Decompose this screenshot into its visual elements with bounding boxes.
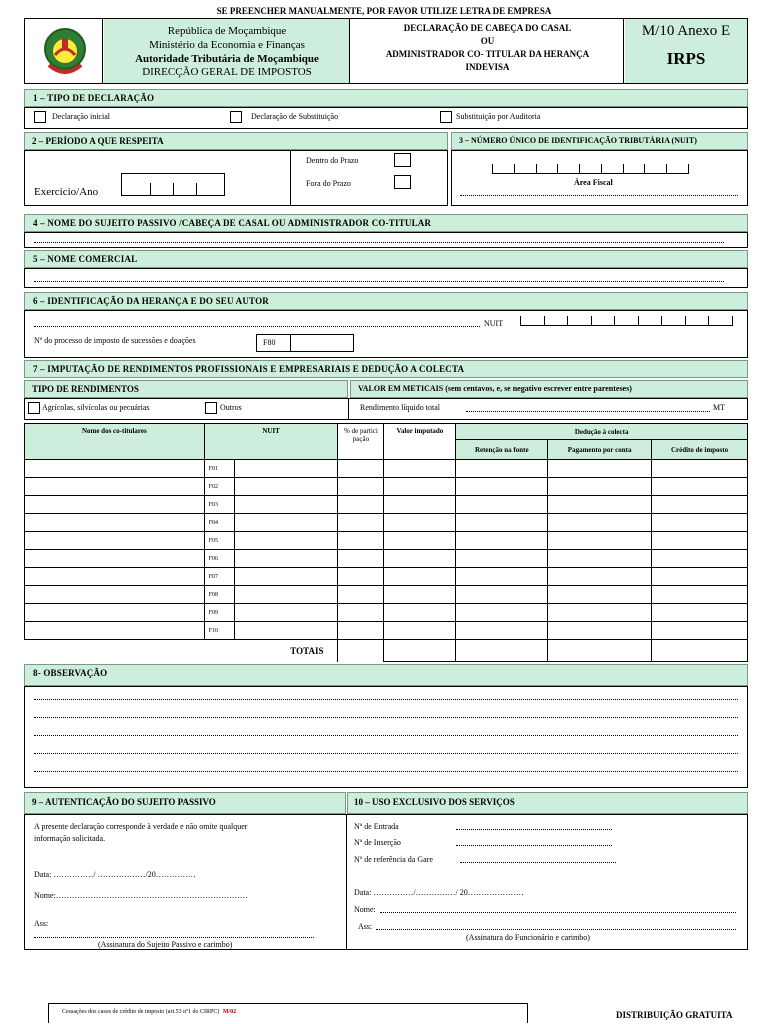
perc-cell[interactable]: [338, 532, 384, 550]
nuit-digit-divider: [544, 316, 545, 326]
s9-data-line[interactable]: Data: ……………/ ………………/20……………: [34, 870, 196, 879]
nome-comercial-line[interactable]: [34, 281, 724, 282]
ret-cell[interactable]: [456, 532, 548, 550]
nuit-cell[interactable]: [234, 460, 338, 478]
header-emblem-cell: [25, 19, 103, 83]
section2-title: 2 – PERÍODO A QUE RESPEITA: [32, 136, 164, 146]
perc-cell[interactable]: [338, 550, 384, 568]
nome-sujeito-line[interactable]: [34, 242, 724, 243]
perc-cell[interactable]: [338, 622, 384, 640]
nuit-digit-divider: [661, 316, 662, 326]
form-title-line1: DECLARAÇÃO DE CABEÇA DO CASAL: [403, 23, 572, 33]
nome-cell[interactable]: [25, 568, 205, 586]
mozambique-emblem-icon: [35, 21, 95, 81]
valor-cell[interactable]: [384, 478, 456, 496]
pag-cell[interactable]: [548, 496, 652, 514]
declaracao-text1: A presente declaração corresponde à verdade e não omite qualquer: [34, 822, 248, 831]
form-title-line4: INDEVISA: [465, 62, 510, 72]
nuit-digit-divider: [685, 316, 686, 326]
nuit-cell[interactable]: [234, 568, 338, 586]
exercicio-divider: [173, 183, 174, 196]
cred-cell[interactable]: [652, 532, 748, 550]
section2-divider: [290, 150, 291, 206]
nuit-digit-divider: [614, 316, 615, 326]
section3-title: 3 – NÚMERO ÚNICO DE IDENTIFICAÇÃO TRIBUTÁRIA (NUIT): [459, 136, 697, 145]
pag-cell[interactable]: [548, 604, 652, 622]
outros-label: Outros: [220, 403, 242, 412]
s10-ass-note: (Assinatura do Funcionário e carimbo): [466, 933, 590, 942]
cred-cell[interactable]: [652, 604, 748, 622]
perc-cell[interactable]: [338, 514, 384, 532]
s10-ass-line[interactable]: [376, 929, 736, 930]
valor-cell[interactable]: [384, 586, 456, 604]
ret-cell[interactable]: [456, 496, 548, 514]
nuit-digit-divider: [688, 164, 689, 174]
rendimento-liquido-label: Rendimento líquido total: [360, 403, 440, 412]
cred-cell[interactable]: [652, 478, 748, 496]
fora-prazo-label: Fora do Prazo: [306, 179, 351, 188]
table-row: [25, 460, 748, 478]
nuit-digit-divider: [514, 164, 515, 174]
cred-cell[interactable]: [652, 550, 748, 568]
cotitulares-table: [24, 423, 748, 662]
insercao-line[interactable]: [456, 845, 612, 846]
declaracao-text2: informação solicitada.: [34, 834, 106, 843]
entrada-line[interactable]: [456, 829, 612, 830]
valor-cell[interactable]: [384, 604, 456, 622]
substituicao-auditoria-label: Substituição por Auditoria: [456, 112, 541, 121]
republic-name: República de Moçambique: [167, 25, 287, 37]
nome-cell[interactable]: [25, 550, 205, 568]
row-code: F01: [204, 460, 234, 478]
ret-cell[interactable]: [456, 460, 548, 478]
valor-cell[interactable]: [384, 568, 456, 586]
declaracao-substituicao-checkbox[interactable]: [230, 111, 242, 123]
area-fiscal-line[interactable]: [460, 195, 738, 196]
pag-cell[interactable]: [548, 568, 652, 586]
exercicio-divider: [196, 183, 197, 196]
row-code: F05: [204, 532, 234, 550]
s10-nome-line[interactable]: [380, 912, 736, 913]
nome-cell[interactable]: [25, 604, 205, 622]
pag-cell[interactable]: [548, 586, 652, 604]
observacao-line[interactable]: [34, 699, 738, 700]
row-code: F10: [204, 622, 234, 640]
nuit-cell[interactable]: [234, 550, 338, 568]
fora-prazo-checkbox[interactable]: [394, 175, 411, 189]
ret-cell[interactable]: [456, 586, 548, 604]
dentro-prazo-checkbox[interactable]: [394, 153, 411, 167]
processo-label: Nº do processo de imposto de sucessões e doações: [34, 336, 196, 345]
pag-cell[interactable]: [548, 478, 652, 496]
col-valor-header: Valor imputado: [384, 424, 456, 460]
insercao-label: Nº de Inserção: [354, 838, 401, 847]
nome-cell[interactable]: [25, 514, 205, 532]
totais-valor-cell[interactable]: [384, 640, 456, 662]
pag-cell[interactable]: [548, 532, 652, 550]
form-code: M/10 Anexo E: [641, 23, 731, 39]
col-cred-header: Crédito de imposto: [652, 440, 748, 460]
nuit-cell[interactable]: [234, 586, 338, 604]
section8-body: [24, 686, 748, 788]
nuit-digit-divider: [644, 164, 645, 174]
gare-label: Nº de referência da Gare: [354, 855, 433, 864]
totais-ret-cell[interactable]: [456, 640, 548, 662]
tax-name: IRPS: [666, 49, 706, 68]
nome-cell[interactable]: [25, 496, 205, 514]
nuit-digit-divider: [638, 316, 639, 326]
section4-title: 4 – NOME DO SUJEITO PASSIVO /CABEÇA DE CASAL OU ADMINISTRADOR CO-TITULAR: [24, 214, 748, 232]
nuit-digit-divider: [557, 164, 558, 174]
observacao-line[interactable]: [34, 753, 738, 754]
ret-cell[interactable]: [456, 568, 548, 586]
cred-cell[interactable]: [652, 568, 748, 586]
s9-nome-line[interactable]: Nome:………………………………………………………………: [34, 891, 248, 900]
authority-name: Autoridade Tributária de Moçambique: [135, 53, 319, 65]
agricolas-label: Agrícolas, silvícolas ou pecuárias: [42, 403, 150, 412]
exercicio-label: Exercício/Ano: [34, 186, 99, 198]
table-row: [25, 622, 748, 640]
heranca-autor-line[interactable]: [34, 326, 480, 327]
s10-data-line[interactable]: Data: ……………/……………/ 20…………………: [354, 888, 524, 897]
gare-line[interactable]: [460, 862, 616, 863]
section5-body: [24, 268, 748, 288]
section9-title: 9 – AUTENTICAÇÃO DO SUJEITO PASSIVO: [32, 797, 216, 807]
cred-cell[interactable]: [652, 622, 748, 640]
s9-ass-label: Ass:: [34, 919, 49, 928]
header-title-cell: [351, 19, 624, 83]
perc-cell[interactable]: [338, 604, 384, 622]
col-nuit-header: NUIT: [204, 424, 338, 460]
ret-cell[interactable]: [456, 550, 548, 568]
row-code: F04: [204, 514, 234, 532]
nuit-cell[interactable]: [234, 478, 338, 496]
section1-body: [24, 107, 748, 129]
nuit-digit-divider: [520, 316, 521, 326]
f80-divider: [290, 334, 291, 352]
perc-cell[interactable]: [338, 496, 384, 514]
totais-label: TOTAIS: [290, 645, 324, 656]
ret-cell[interactable]: [456, 622, 548, 640]
f80-label: F80: [263, 338, 276, 347]
perc-cell[interactable]: [338, 568, 384, 586]
section1-title: 1 – TIPO DE DECLARAÇÃO: [24, 89, 748, 107]
observacao-line[interactable]: [34, 771, 738, 772]
observacao-line[interactable]: [34, 717, 738, 718]
nuit-digit-divider: [591, 316, 592, 326]
nome-cell[interactable]: [25, 478, 205, 496]
totais-spacer: [338, 640, 384, 662]
directorate-name: DIRECÇÃO GERAL DE IMPOSTOS: [142, 66, 312, 78]
rendimentos-divider: [348, 398, 349, 420]
entrada-label: Nº de Entrada: [354, 822, 399, 831]
heranca-nuit-input[interactable]: [520, 314, 732, 326]
footer-note-text: Cessações dos casos de crédito de imposto (art.53 nº1 do CIRPC): [62, 1009, 220, 1015]
declaracao-inicial-label: Declaração inicial: [52, 112, 110, 121]
nuit-digit-divider: [567, 316, 568, 326]
agricolas-checkbox[interactable]: [28, 402, 40, 414]
section5-title: 5 – NOME COMERCIAL: [24, 250, 748, 268]
row-code: F02: [204, 478, 234, 496]
cred-cell[interactable]: [652, 514, 748, 532]
heranca-nuit-label: NUIT: [484, 319, 504, 328]
section4-body: [24, 232, 748, 248]
s10-ass-label: Ass:: [358, 922, 373, 931]
nuit-digit-divider: [666, 164, 667, 174]
nuit-digit-divider: [536, 164, 537, 174]
perc-cell[interactable]: [338, 460, 384, 478]
tipo-rendimentos-label: TIPO DE RENDIMENTOS: [32, 384, 139, 394]
row-code: F07: [204, 568, 234, 586]
table-row: [25, 586, 748, 604]
perc-cell[interactable]: [338, 586, 384, 604]
col-pag-header: Pagamento por conta: [548, 440, 652, 460]
header-authority-cell: [104, 19, 350, 83]
nuit-digit-divider: [601, 164, 602, 174]
nome-cell[interactable]: [25, 586, 205, 604]
nuit-digit-divider: [492, 164, 493, 174]
nome-cell[interactable]: [25, 622, 205, 640]
cred-cell[interactable]: [652, 496, 748, 514]
nuit-digit-divider: [623, 164, 624, 174]
valor-cell[interactable]: [384, 550, 456, 568]
table-row: [25, 550, 748, 568]
form-title-line3: ADMINISTRADOR CO- TITULAR DA HERANÇA: [385, 49, 590, 59]
cred-cell[interactable]: [652, 586, 748, 604]
ret-cell[interactable]: [456, 514, 548, 532]
form-title-line2: OU: [480, 36, 495, 46]
pag-cell[interactable]: [548, 550, 652, 568]
totais-pag-cell[interactable]: [548, 640, 652, 662]
pag-cell[interactable]: [548, 460, 652, 478]
nuit-cell[interactable]: [234, 622, 338, 640]
nome-cell[interactable]: [25, 460, 205, 478]
nuit-digit-divider: [579, 164, 580, 174]
observacao-line[interactable]: [34, 735, 738, 736]
col-deducao-header: Dedução à colecta: [456, 424, 748, 440]
nome-cell[interactable]: [25, 532, 205, 550]
nuit-input[interactable]: [492, 162, 688, 174]
distribuicao-gratuita: DISTRIBUIÇÃO GRATUITA: [616, 1010, 733, 1020]
valor-cell[interactable]: [384, 460, 456, 478]
row-code: F06: [204, 550, 234, 568]
table-row: [25, 496, 748, 514]
s10-nome-label: Nome:: [354, 905, 376, 914]
table-row: [25, 568, 748, 586]
perc-cell[interactable]: [338, 478, 384, 496]
table-row: [25, 604, 748, 622]
section10-title: 10 – USO EXCLUSIVO DOS SERVIÇOS: [354, 797, 515, 807]
valor-cell[interactable]: [384, 496, 456, 514]
col-nome-header: Nome dos co-titulares: [25, 424, 205, 460]
section8-title: 8- OBSERVAÇÃO: [24, 664, 748, 686]
nuit-cell[interactable]: [234, 514, 338, 532]
s9-ass-line[interactable]: [34, 937, 314, 938]
declaracao-inicial-checkbox[interactable]: [34, 111, 46, 123]
top-notice: SE PREENCHER MANUALMENTE, POR FAVOR UTILIZE LETRA DE EMPRESA: [216, 6, 552, 16]
ret-cell[interactable]: [456, 478, 548, 496]
row-code: F08: [204, 586, 234, 604]
nuit-cell[interactable]: [234, 496, 338, 514]
dentro-prazo-label: Dentro do Prazo: [306, 156, 359, 165]
exercicio-divider: [150, 183, 151, 196]
valor-meticais-label: VALOR EM METICAIS (sem centavos, e, se negativo escrever entre parenteses): [358, 384, 632, 393]
cred-cell[interactable]: [652, 460, 748, 478]
col-perc-header: % de partici pação: [338, 424, 384, 460]
nuit-digit-divider: [732, 316, 733, 326]
table-row: [25, 478, 748, 496]
valor-cell[interactable]: [384, 532, 456, 550]
table-row: [25, 532, 748, 550]
row-code: F03: [204, 496, 234, 514]
footer-note: [62, 1009, 236, 1015]
col-ret-header: Retenção na fonte: [456, 440, 548, 460]
section6-title: 6 – IDENTIFICAÇÃO DA HERANÇA E DO SEU AUTOR: [24, 292, 748, 310]
totais-cred-cell[interactable]: [652, 640, 748, 662]
nuit-cell[interactable]: [234, 532, 338, 550]
ministry-name: Ministério da Economia e Finanças: [149, 39, 305, 51]
rendimento-liquido-line[interactable]: [466, 411, 710, 412]
mt-label: MT: [713, 403, 725, 412]
section7-title: 7 – IMPUTAÇÃO DE RENDIMENTOS PROFISSIONAIS E EMPRESARIAIS E DEDUÇÃO A COLECTA: [24, 360, 748, 378]
outros-checkbox[interactable]: [205, 402, 217, 414]
substituicao-auditoria-checkbox[interactable]: [440, 111, 452, 123]
header-code-cell: [625, 19, 747, 83]
pag-cell[interactable]: [548, 514, 652, 532]
pag-cell[interactable]: [548, 622, 652, 640]
s9-ass-note: (Assinatura do Sujeito Passivo e carimbo): [98, 940, 233, 949]
valor-cell[interactable]: [384, 622, 456, 640]
ret-cell[interactable]: [456, 604, 548, 622]
area-fiscal-label: Área Fiscal: [574, 178, 613, 187]
valor-cell[interactable]: [384, 514, 456, 532]
row-code: F09: [204, 604, 234, 622]
table-row: [25, 514, 748, 532]
footer-note-code: M/02: [222, 1009, 237, 1015]
nuit-cell[interactable]: [234, 604, 338, 622]
declaracao-substituicao-label: Declaração de Substituição: [251, 112, 339, 121]
nuit-digit-divider: [708, 316, 709, 326]
